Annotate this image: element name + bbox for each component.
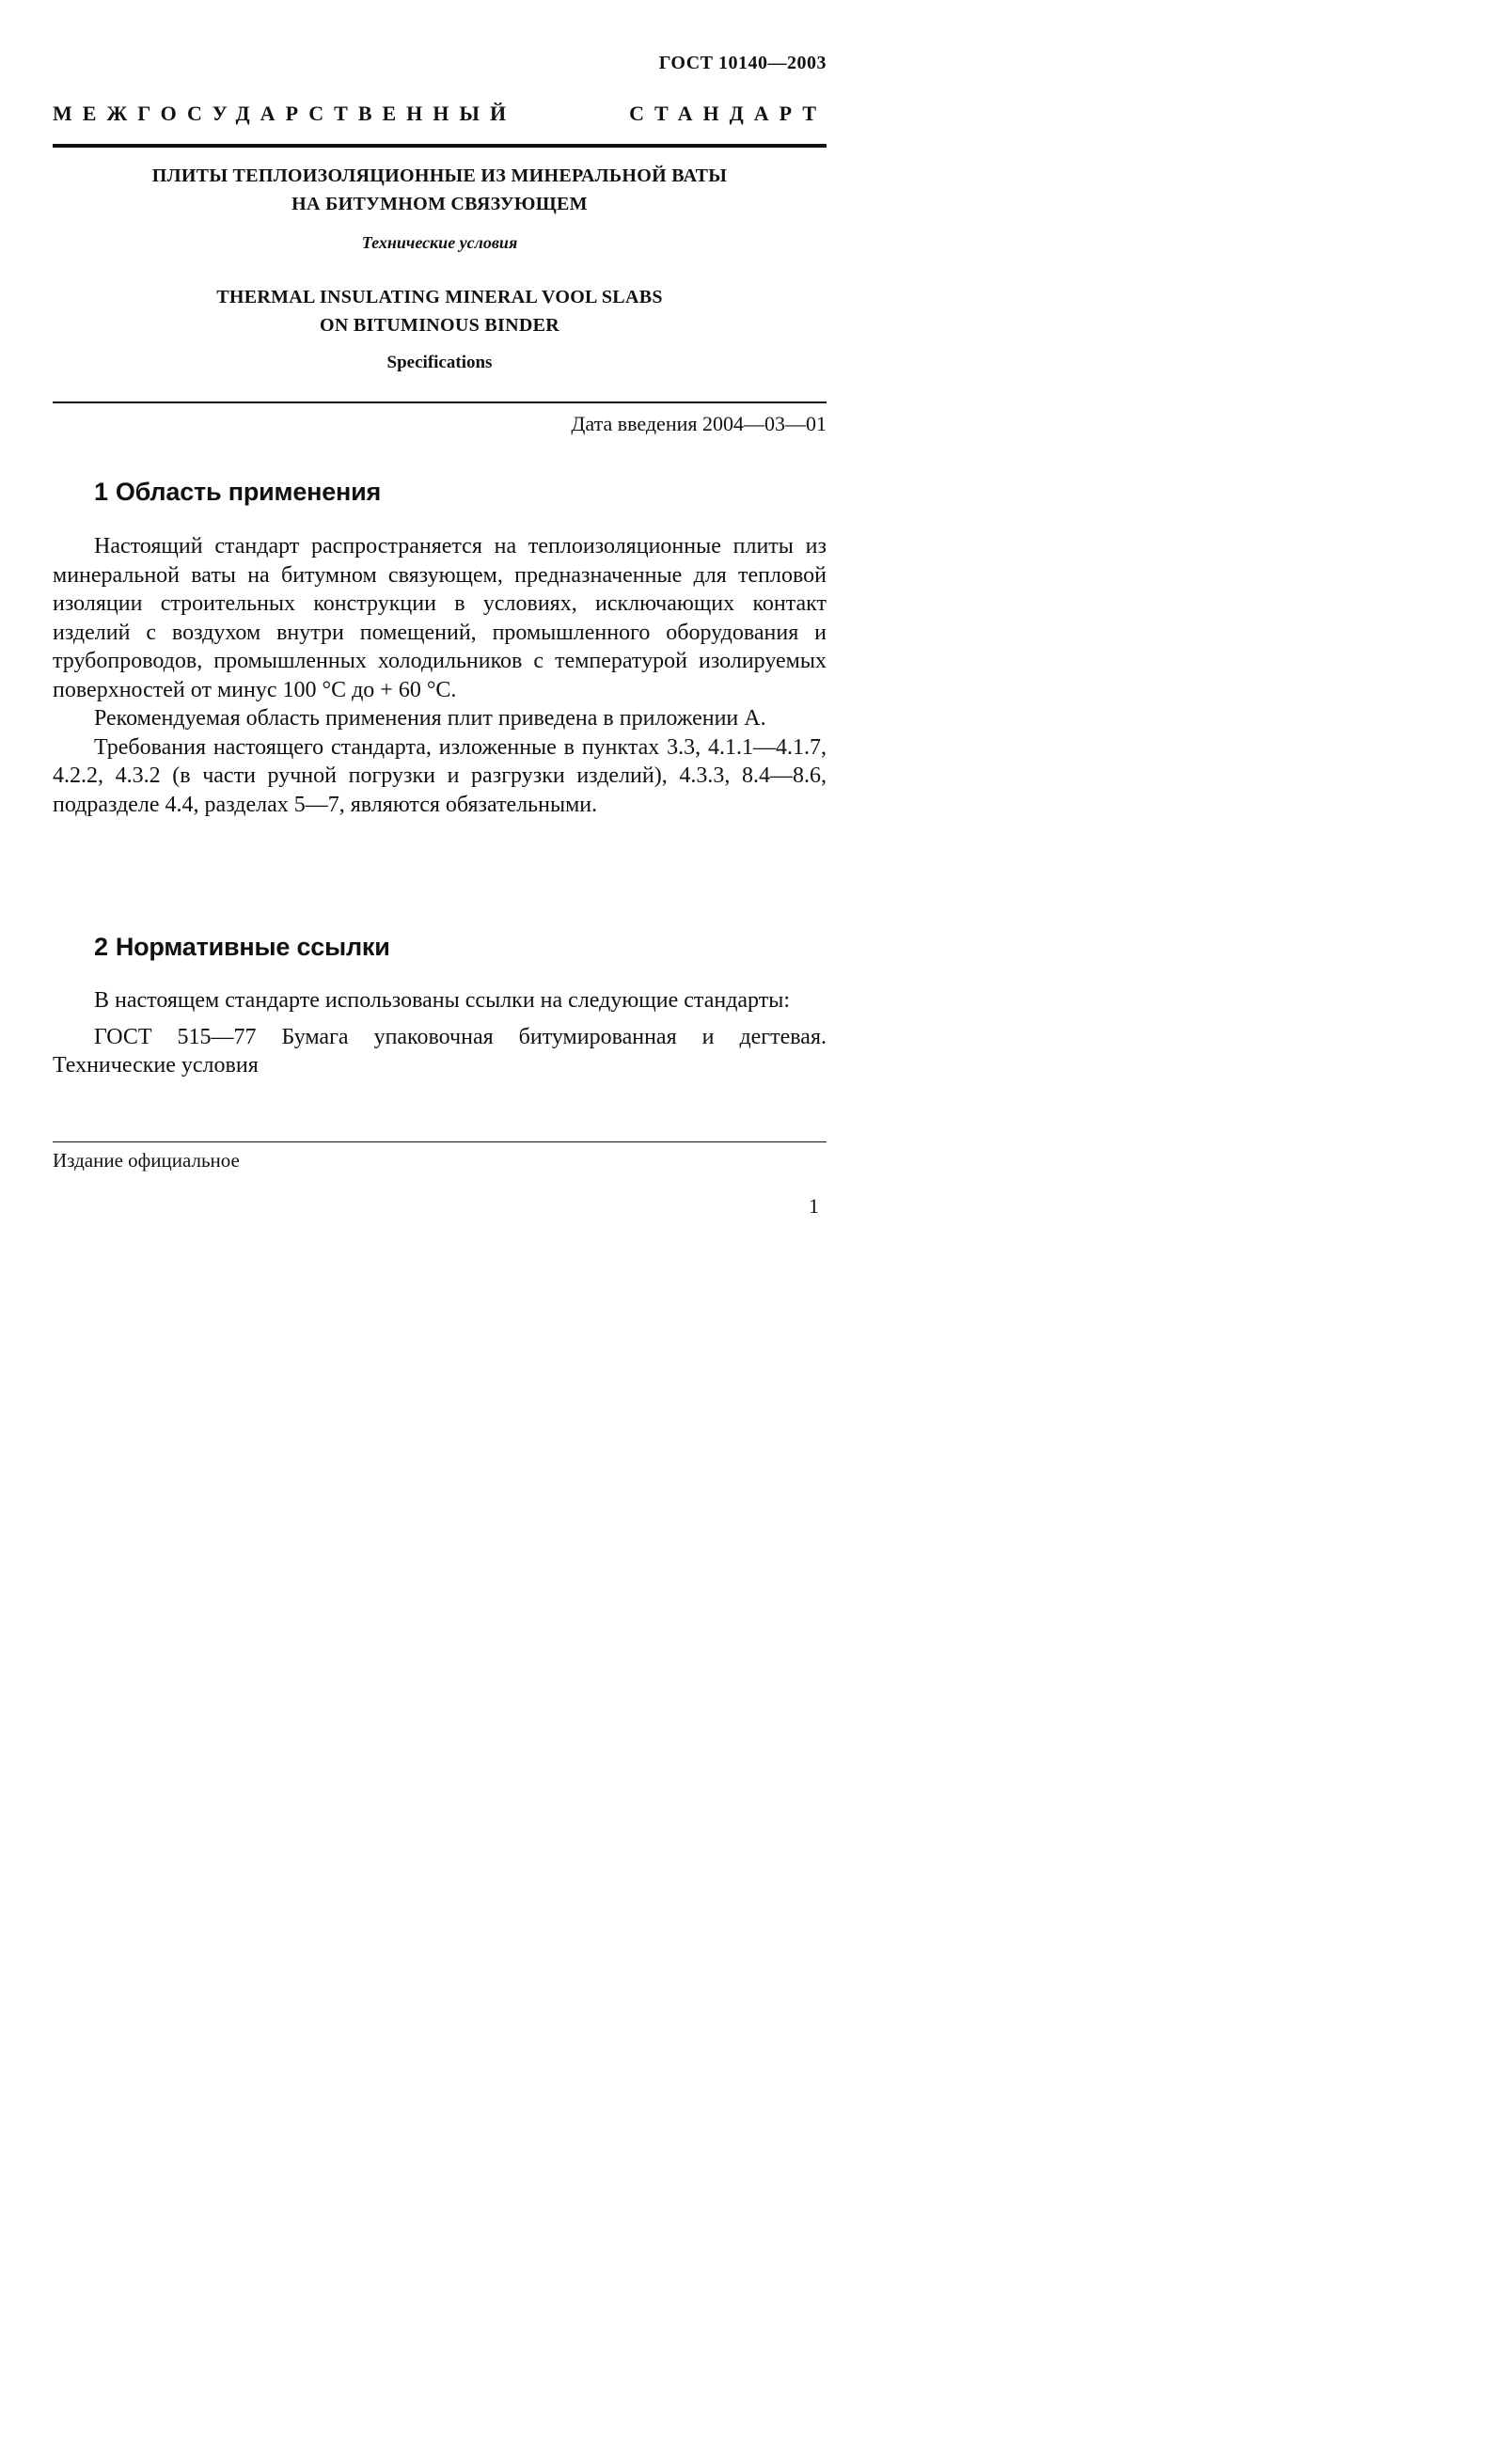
paragraph: Настоящий стандарт распространяется на теплоизоляционные плиты из минеральной ваты на битумном связующем, предназначенные для тепловой изоляции строительных конструкции в условиях, исключающих контакт изделий с воздухом внутри помещений, промышленного оборудования и трубопроводов, промышленных холодильников с температурой изолируемых поверхностей от минус 100 °С до + 60 °С. [53, 534, 827, 702]
section-title: Область применения [115, 478, 382, 506]
title-ru [53, 162, 827, 218]
title-block [53, 162, 827, 373]
title-ru-line1: ПЛИТЫ ТЕПЛОИЗОЛЯЦИОННЫЕ ИЗ МИНЕРАЛЬНОЙ ВАТЫ [151, 165, 728, 186]
section-body [53, 986, 827, 1080]
header-rule [53, 144, 827, 148]
section-body [53, 532, 827, 819]
standard-number: ГОСТ 10140—2003 [658, 53, 827, 73]
paragraph: Требования настоящего стандарта, изложенные в пунктах 3.3, 4.1.1—4.1.7, 4.2.2, 4.3.2 (в части ручной погрузки и разгрузки изделий), 4.3.3, 8.4—8.6, подразделе 4.4, разделах 5—7, являются обязательными. [53, 734, 827, 817]
paragraph: Рекомендуемая область применения плит приведена в приложении А. [94, 706, 766, 731]
title-rule [53, 401, 827, 403]
category-right: СТАНДАРТ [629, 102, 827, 125]
title-en-line2: ON BITUMINOUS BINDER [320, 315, 559, 336]
section-number: 1 [94, 478, 108, 506]
subtitle-ru: Технические условия [361, 233, 518, 252]
paragraph: ГОСТ 515—77 Бумага упаковочная битумированная и дегтевая. Технические условия [53, 1024, 827, 1078]
section-heading [94, 933, 390, 962]
document-page [0, 0, 909, 1467]
page-number: 1 [809, 1194, 819, 1218]
introduction-date: Дата введения 2004—03—01 [571, 412, 827, 435]
section-title: Нормативные ссылки [115, 933, 390, 961]
paragraph: В настоящем стандарте использованы ссылки на следующие стандарты: [94, 988, 791, 1013]
section-number: 2 [94, 933, 108, 961]
footer-rule [53, 1141, 827, 1142]
title-ru-line2: НА БИТУМНОМ СВЯЗУЮЩЕМ [291, 194, 588, 214]
standard-category [53, 102, 827, 126]
edition-note: Издание официальное [53, 1149, 240, 1172]
title-en [53, 283, 827, 339]
subtitle-en: Specifications [386, 353, 493, 372]
title-en-line1: THERMAL INSULATING MINERAL VOOL SLABS [216, 287, 663, 307]
section-heading [94, 478, 381, 507]
category-left: МЕЖГОСУДАРСТВЕННЫЙ [53, 102, 517, 125]
